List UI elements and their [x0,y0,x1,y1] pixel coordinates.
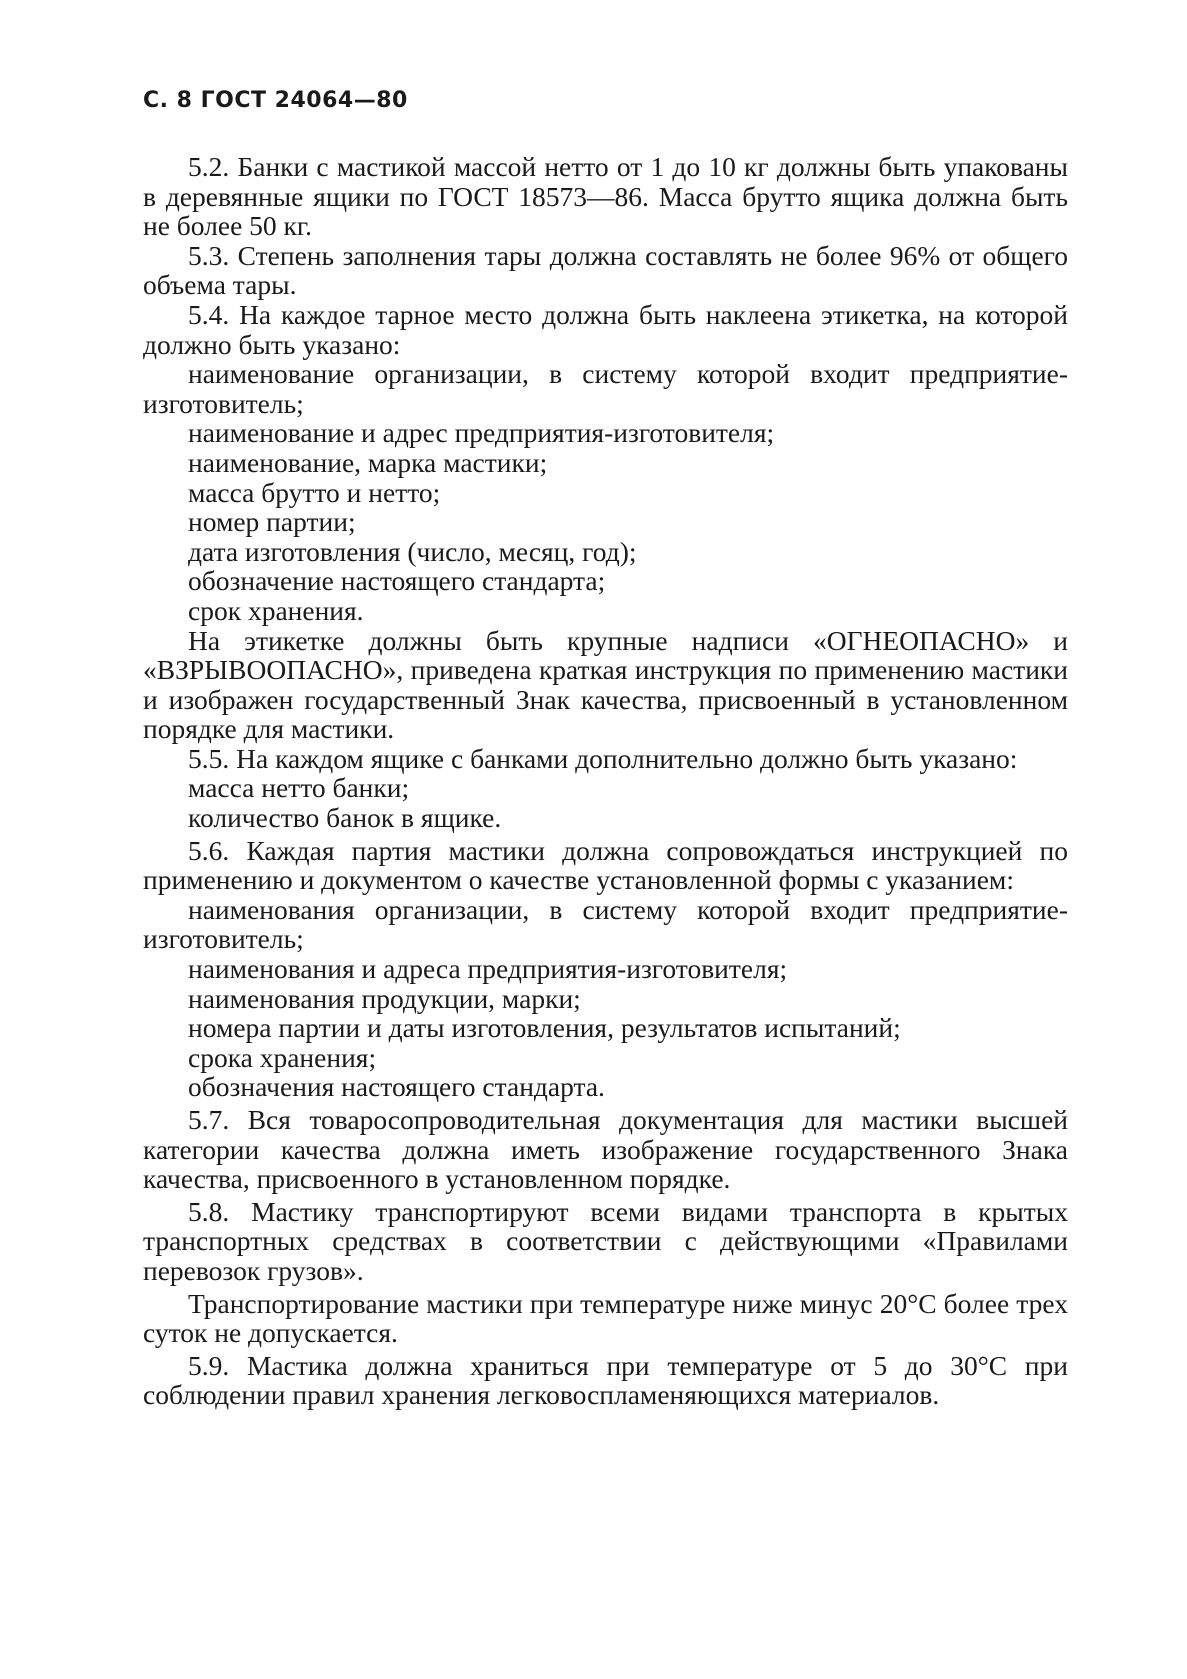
list-item: срока хранения; [188,1041,377,1073]
list-item: наименование и адрес предприятия-изготовителя; [188,417,775,449]
list-item: обозначение настоящего стандарта; [188,565,606,597]
section-5-4-list [143,359,1068,625]
list-item: срок хранения. [188,594,364,626]
section-5-7: 5.7. Вся товаросопроводительная документация для мастики высшей категории качества должна иметь изображение государственного Знака качества, присвоенного в установленном порядке. [143,1104,1068,1195]
section-5-6-list [143,895,1068,1102]
list-item: масса брутто и нетто; [188,476,441,508]
list-item: наименование организации, в систему которой входит предприятие-изготовитель; [143,358,1068,419]
list-item: количество банок в ящике. [188,802,502,834]
section-5-9: 5.9. Мастика должна храниться при температуре от 5 до 30°С при соблюдении правил хранения легковоспламеняющихся материалов. [143,1349,1068,1411]
page-header: С. 8 ГОСТ 24064—80 [143,88,408,113]
list-item: наименования продукции, марки; [188,982,581,1014]
section-5-8-note: Транспортирование мастики при температуре ниже минус 20°С более трех суток не допускается. [143,1287,1068,1349]
section-5-5-list [143,773,1068,832]
section-5-4-note: На этикетке должны быть крупные надписи «ОГНЕОПАСНО» и «ВЗРЫВООПАСНО», приведена краткая инструкция по применению мастики и изображен государственный Знак качества, присвоенный в установленном порядке для мастики. [143,624,1068,745]
section-5-6-intro: 5.6. Каждая партия мастики должна сопровождаться инструкцией по применению и документом о качестве установленной формы с указанием: [143,834,1068,896]
section-5-3: 5.3. Степень заполнения тары должна составлять не более 96% от общего объема тары. [143,239,1068,301]
list-item: наименования организации, в систему которой входит предприятие-изготовитель; [143,893,1068,955]
list-item: наименование, марка мастики; [188,446,548,478]
list-item: масса нетто банки; [188,772,410,804]
list-item: обозначения настоящего стандарта. [188,1071,605,1103]
section-5-2: 5.2. Банки с мастикой массой нетто от 1 до 10 кг должны быть упакованы в деревянные ящики по ГОСТ 18573—86. Масса брутто ящика должна быть не более 50 кг. [143,151,1068,242]
section-5-8: 5.8. Мастику транспортируют всеми видами транспорта в крытых транспортных средствах в соответствии с действующими «Правилами перевозок грузов». [143,1195,1068,1286]
list-item: дата изготовления (число, месяц, год); [188,535,637,567]
section-5-4-intro: 5.4. На каждое тарное место должна быть наклеена этикетка, на которой должно быть указано: [143,298,1068,360]
list-item: наименования и адреса предприятия-изготовителя; [188,953,788,985]
list-item: номера партии и даты изготовления, результатов испытаний; [188,1012,901,1044]
list-item: номер партии; [188,506,356,538]
document-body [143,152,1068,1410]
section-5-5-intro: 5.5. На каждом ящике с банками дополнительно должно быть указано: [188,742,1018,774]
